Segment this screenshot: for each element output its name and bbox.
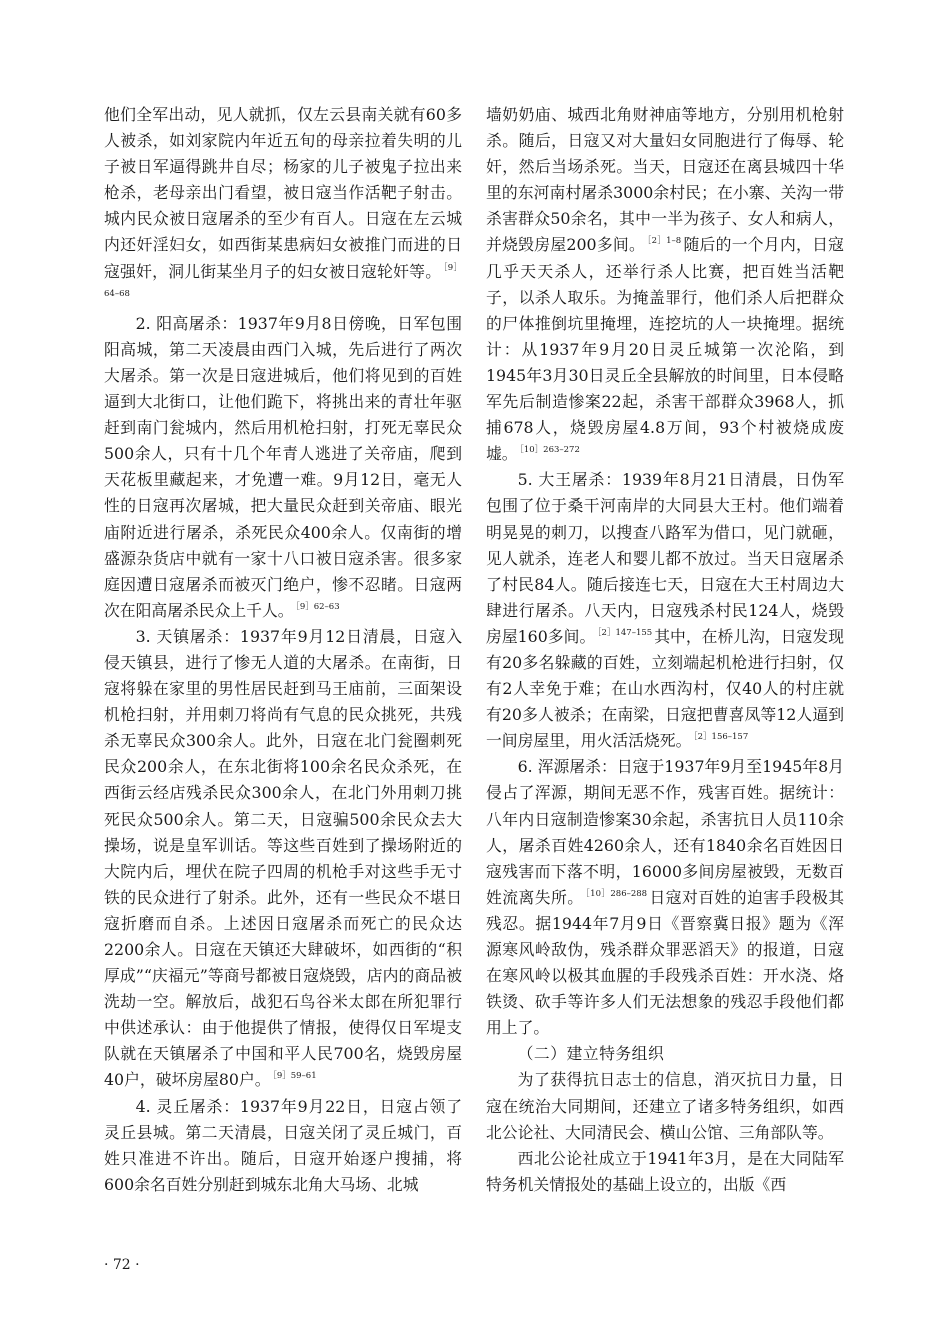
citation-ref: ［10］263–272 bbox=[519, 445, 580, 456]
paragraph-tianzhen bbox=[104, 624, 462, 1094]
paragraph-text: 西北公论社成立于1941年3月，是在大同陆军特务机关情报处的基础上设立的，出版《西 bbox=[486, 1148, 844, 1194]
citation-ref: ［10］286–288 bbox=[585, 888, 648, 899]
paragraph-text: 随后的一个月内，日寇几乎天天杀人，还举行杀人比赛，把百姓当活靶子，以杀人取乐。为掩盖罪行，他们杀人后把群众的尸体推倒坑里掩埋，连挖坑的人一块掩埋。据统计：从1937年9月20日灵丘城第一次沦陷，到1945年3月30日灵丘全县解放的时间里，日本侵略军先后制造惨案22起，杀害干部群众3968人，抓捕678人，烧毁房屋4.8万间，93个村被烧成废墟。 bbox=[486, 235, 844, 464]
paragraph-text: 为了获得抗日志士的信息，消灭抗日力量，日寇在统治大同期间，还建立了诸多特务组织，如西北公论社、大同清民会、横山公馆、三角部队等。 bbox=[486, 1070, 844, 1142]
paragraph-lingqiu bbox=[104, 1094, 462, 1198]
paragraph-hunyuan bbox=[486, 754, 844, 1041]
paragraph-text: 其中，在桥儿沟，日寇发现有20多名躲藏的百姓，立刻端起机枪进行扫射，仅有2人幸免于难；在山水西沟村，仅40人的村庄就有20多人被杀；在南梁，日寇把曹喜凤等12人逼到一间房屋里，用火活活烧死。 bbox=[486, 626, 844, 751]
paragraph-text: 5. 大王屠杀：1939年8月21日清晨，日伪军包围了位于桑干河南岸的大同县大王村。他们端着明晃晃的刺刀，以搜查八路军为借口，见门就砸，见人就杀，连老人和婴儿都不放过。当天日寇屠杀了村民84人。随后接连七天，日寇在大王村周边大肆进行屠杀。八天内，日寇残杀村民124人，烧毁房屋160多间。 bbox=[486, 470, 844, 646]
paragraph-lingqiu-cont bbox=[486, 102, 844, 467]
paragraph-text: 6. 浑源屠杀：日寇于1937年9月至1945年8月侵占了浑源，期间无恶不作，残害百姓。据统计：八年内日寇制造惨案30余起，杀害抗日人员110余人，屠杀百姓4260余人，还有1840余名百姓因日寇残害而下落不明，16000多间房屋被毁，无数百姓流离失所。 bbox=[486, 757, 844, 907]
paragraph-text: 2. 阳高屠杀：1937年9月8日傍晚，日军包围阳高城，第二天凌晨由西门入城，先后进行了两次大屠杀。第一次是日寇进城后，他们将见到的百姓逼到大北街口，让他们跪下，将挑出来的青壮年驱赶到南门瓮城内，然后用机枪扫射，打死无辜民众500余人，只有十几个年青人逃进了关帝庙，爬到天花板里藏起来，才免遭一难。9月12日，毫无人性的日寇再次屠城，把大量民众赶到关帝庙、眼光庙附近进行屠杀，杀死民众400余人。仅南街的增盛源杂货店中就有一家十八口被日寇杀害。很多家庭因遭日寇屠杀而被灭门绝户，惨不忍睹。日寇两次在阳高屠杀民众上千人。 bbox=[104, 313, 462, 620]
paragraph-yanggao bbox=[104, 311, 462, 624]
citation-ref: ［9］64–68 bbox=[104, 262, 462, 299]
right-column bbox=[486, 102, 844, 1198]
citation-ref: ［2］156–157 bbox=[693, 732, 749, 743]
page-number: · 72 · bbox=[104, 1257, 140, 1273]
citation-ref: ［9］59–61 bbox=[272, 1071, 317, 1082]
paragraph-text: 他们全军出动，见人就抓，仅左云县南关就有60多人被杀，如刘家院内年近五旬的母亲拉着失明的儿子被日军逼得跳井自尽；杨家的儿子被鬼子拉出来枪杀，老母亲出门看望，被日寇当作活靶子射击。城内民众被日寇屠杀的至少有百人。日寇在左云城内还奸淫妇女，如西街某患病妇女被推门而进的日寇强奸，洞儿街某坐月子的妇女被日寇轮奸等。 bbox=[104, 105, 462, 281]
section-heading: （二）建立特务组织 bbox=[517, 1044, 665, 1064]
paragraph-dawang bbox=[486, 467, 844, 754]
citation-ref: ［9］62–63 bbox=[295, 601, 340, 612]
citation-ref: ［2］1–8 bbox=[647, 236, 682, 247]
paragraph-text: 日寇对百姓的迫害手段极其残忍。据1944年7月9日《晋察冀日报》题为《浑源寒风岭敌伪，残杀群众罪恶滔天》的报道，日寇在寒风岭以极其血腥的手段残杀百姓：开水浇、烙铁烫、砍手等许多人们无法想象的残忍手段他们都用上了。 bbox=[486, 887, 844, 1038]
paragraph-xibei-gonglunshe bbox=[486, 1146, 844, 1198]
paragraph-special-agents bbox=[486, 1067, 844, 1145]
paragraph-text: 3. 天镇屠杀：1937年9月12日清晨，日寇入侵天镇县，进行了惨无人道的大屠杀。在南街，日寇将躲在家里的男性居民赶到马王庙前，三面架设机枪扫射，并用刺刀将尚有气息的民众挑死，共残杀无辜民众300余人。此外，日寇在北门瓮圈刺死民众200余人，在东北街将100余名民众杀死，在西街云经店残杀民众300余人，在北门外用刺刀挑死民众500余人。第二天，日寇骗500余民众去大操场，说是皇军训话。等这些百姓到了操场附近的大院内后，埋伏在院子四周的机枪手对这些手无寸铁的民众进行了射杀。此外，还有一些民众不堪日寇折磨而自杀。上述因日寇屠杀而死亡的民众达2200余人。日寇在天镇还大肆破坏，如西街的“积厚成”“庆福元”等商号都被日寇烧毁，店内的商品被洗劫一空。解放后，战犯石鸟谷米太郎在所犯罪行中供述承认：由于他提供了情报，使得仅日军堤支队就在天镇屠杀了中国和平人民700名，烧毁房屋40户，破坏房屋80户。 bbox=[104, 626, 462, 1090]
paragraph-text: 4. 灵丘屠杀：1937年9月22日，日寇占领了灵丘县城。第二天清晨，日寇关闭了灵丘城门，百姓只准进不许出。随后，日寇开始逐户搜捕，将600余名百姓分别赶到城东北角大马场、北城 bbox=[104, 1096, 462, 1194]
paragraph-text: 墙奶奶庙、城西北角财神庙等地方，分别用机枪射杀。随后，日寇又对大量妇女同胞进行了侮辱、轮奸，然后当场杀死。当天，日寇还在离县城四十华里的东河南村屠杀3000余村民；在小寨、关沟一带杀害群众50余名，其中一半为孩子、女人和病人，并烧毁房屋200多间。 bbox=[486, 105, 844, 255]
citation-ref: ［2］147–155 bbox=[597, 627, 653, 638]
paragraph-zuoyun-cont bbox=[104, 102, 462, 311]
left-column bbox=[104, 102, 462, 1198]
